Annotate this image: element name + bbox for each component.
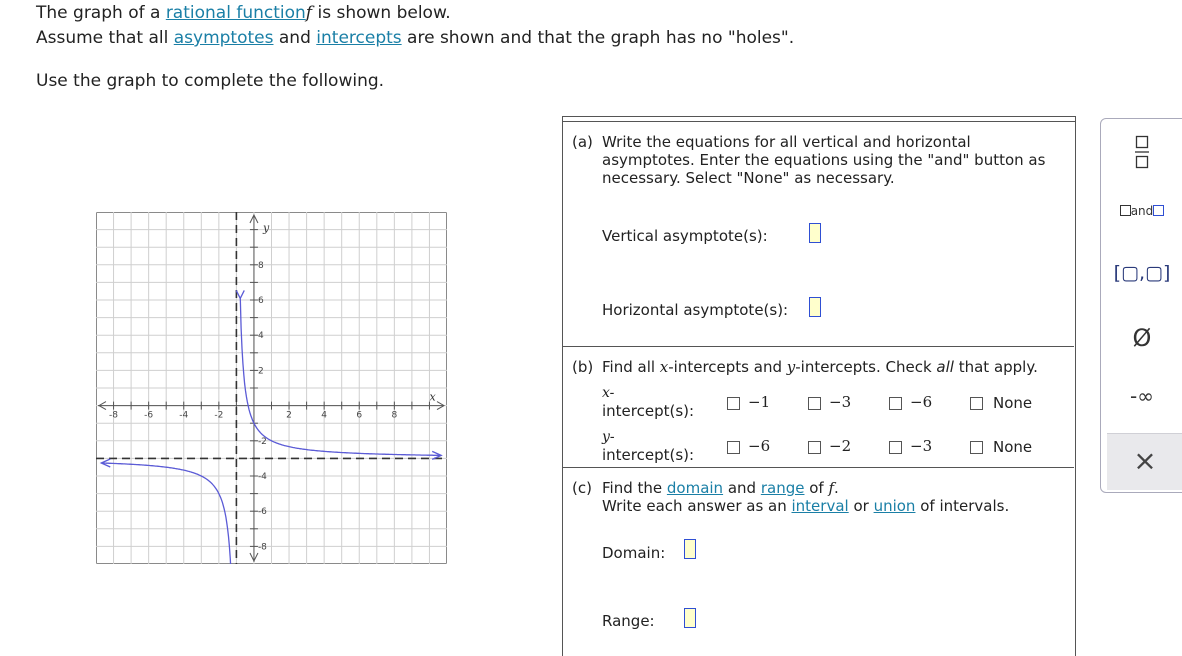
box-icon (1120, 205, 1131, 216)
y-tick-label: 6 (257, 296, 264, 306)
separator-b-c (563, 467, 1074, 468)
y-tick-label: -8 (257, 542, 267, 553)
intro-text: are shown and that the graph has no "holes". (401, 28, 795, 48)
asymptotes-link[interactable]: asymptotes (173, 28, 274, 48)
part-c-text: and (723, 479, 761, 497)
x-intercept-option-3-checkbox[interactable] (889, 397, 902, 410)
y-tick-label: -2 (257, 436, 267, 447)
y-tick-label: 4 (257, 331, 264, 342)
part-c-text: Write each answer as an (602, 497, 792, 515)
x-intercept-option-1-checkbox[interactable] (727, 397, 740, 410)
close-icon[interactable]: × (1133, 444, 1157, 477)
part-c-text: or (848, 497, 874, 515)
range-input[interactable] (684, 608, 696, 628)
y-intercept-none-checkbox[interactable] (970, 441, 983, 454)
x-tick-label: -4 (179, 410, 189, 421)
x-intercept-label: intercept(s): (602, 402, 695, 420)
graph-grid (96, 212, 447, 564)
part-a-text-1: Write the equations for all vertical and horizontal (602, 133, 971, 151)
vertical-asymptote-label: Vertical asymptote(s): (602, 227, 768, 245)
x-tick-label: 6 (356, 410, 363, 421)
union-link[interactable]: union (873, 497, 916, 515)
part-a-tag: (a) (572, 133, 593, 151)
fraction-icon (1135, 135, 1149, 169)
intro-text: is shown below. (312, 3, 451, 23)
x-axis-label: x (429, 390, 436, 404)
x-tick-label: 2 (286, 410, 292, 421)
intro-line-1 (36, 1, 451, 25)
y-intercept-option-3-label: −3 (910, 437, 933, 455)
y-intercept-none-label: None (993, 438, 1033, 456)
range-label: Range: (602, 612, 655, 630)
y-axis-label: y (262, 221, 270, 235)
y-tick-label: -4 (257, 472, 267, 482)
math-toolbox (1100, 118, 1182, 493)
horizontal-asymptote-label: Horizontal asymptote(s): (602, 301, 789, 319)
function-var: f (305, 3, 313, 23)
domain-link[interactable]: domain (666, 479, 724, 497)
x-intercept-option-1-label: −1 (748, 393, 771, 411)
x-tick-label: -8 (109, 410, 119, 421)
and-label: and (1130, 204, 1154, 218)
x-intercept-option-2-checkbox[interactable] (808, 397, 821, 410)
interval-button[interactable]: [▢,▢] (1113, 262, 1171, 284)
x-intercept-option-2-label: −3 (829, 393, 852, 411)
y-intercept-option-2-label: −2 (829, 437, 852, 455)
part-c-tag: (c) (572, 479, 592, 497)
x-intercept-none-label: None (993, 394, 1033, 412)
box-icon (1153, 205, 1164, 216)
y-intercept-option-1-label: −6 (748, 437, 771, 455)
horizontal-asymptote-input[interactable] (809, 297, 821, 317)
y-intercept-label-top: y- (602, 429, 615, 445)
rational-function-graph (96, 212, 447, 564)
x-tick-label: -6 (144, 410, 154, 421)
part-a-text-3: necessary. Select "None" as necessary. (602, 169, 895, 187)
intro-text: and (273, 28, 317, 48)
y-intercept-label: intercept(s): (602, 446, 695, 464)
x-intercept-label-top: x- (602, 385, 615, 401)
x-tick-label: -2 (214, 410, 224, 421)
separator-a-b (563, 346, 1074, 347)
vertical-asymptote-input[interactable] (809, 223, 821, 243)
intercepts-link[interactable]: intercepts (316, 28, 402, 48)
part-a-text-2: asymptotes. Enter the equations using the "and" button as (602, 151, 1046, 169)
domain-input[interactable] (684, 539, 696, 559)
function-var: f (828, 479, 835, 497)
negative-infinity-button[interactable]: -∞ (1130, 384, 1154, 408)
y-intercept-option-1-checkbox[interactable] (727, 441, 740, 454)
part-c-text: Find the (602, 479, 667, 497)
part-c-text: of intervals. (915, 497, 1010, 515)
intro-text: Assume that all (36, 28, 174, 48)
rational-function-link[interactable]: rational function (165, 3, 306, 23)
part-b-tag: (b) (572, 358, 594, 376)
interval-link[interactable]: interval (791, 497, 849, 515)
x-tick-label: 8 (391, 410, 398, 421)
part-c-text-1: Find the domain and range of f. (602, 479, 839, 497)
part-b-text: Find all x-intercepts and y-intercepts. Check all that apply. (602, 358, 1038, 376)
y-intercept-option-3-checkbox[interactable] (889, 441, 902, 454)
y-tick-label: -6 (257, 507, 267, 518)
intro-line-2 (36, 26, 794, 50)
part-c-text: of (804, 479, 829, 497)
instruction-text: Use the graph to complete the following. (36, 71, 385, 91)
x-intercept-none-checkbox[interactable] (970, 397, 983, 410)
empty-set-button[interactable]: Ø (1132, 324, 1152, 352)
y-tick-label: 8 (257, 260, 264, 271)
part-c-text-2 (602, 497, 1009, 515)
range-link[interactable]: range (760, 479, 805, 497)
intro-text: The graph of a (36, 3, 166, 23)
fraction-button[interactable] (1101, 135, 1182, 173)
y-tick-label: 2 (257, 366, 264, 377)
and-button[interactable] (1101, 204, 1182, 218)
x-intercept-option-3-label: −6 (910, 393, 933, 411)
y-intercept-option-2-checkbox[interactable] (808, 441, 821, 454)
domain-label: Domain: (602, 544, 666, 562)
toolbox-footer (1107, 433, 1182, 490)
question-panel (562, 116, 1076, 656)
x-tick-label: 4 (321, 410, 328, 421)
